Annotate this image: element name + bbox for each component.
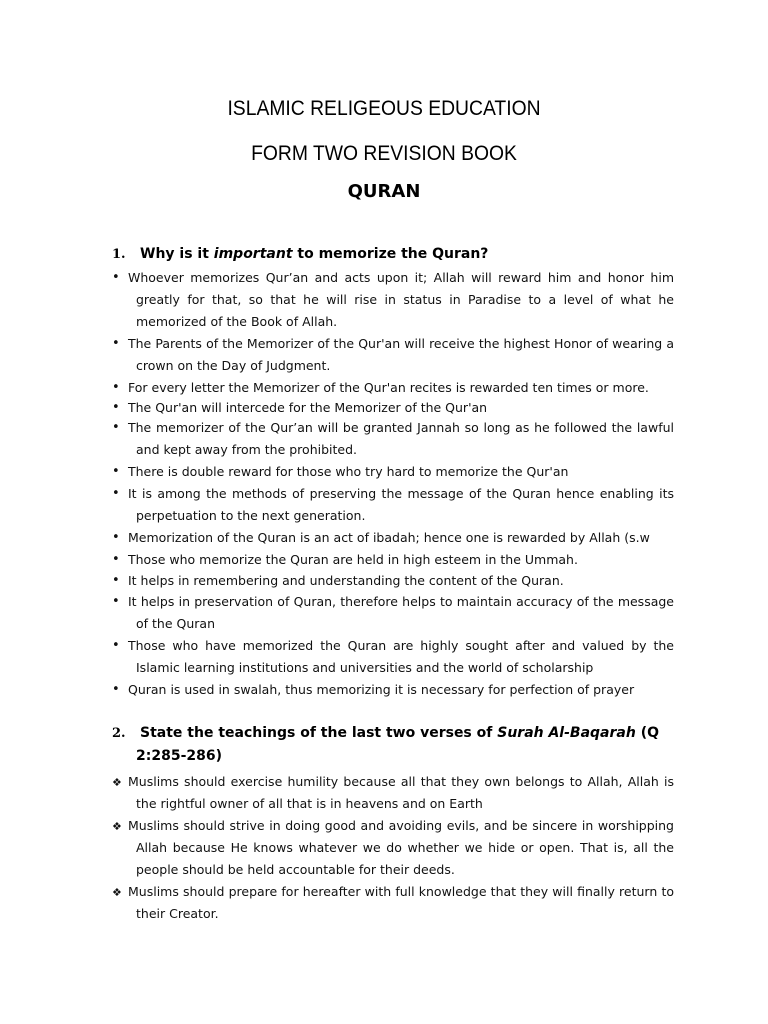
bullet-dot-icon: •	[112, 420, 120, 435]
list-item: • The Qur'an will intercede for the Memorizer of the Qur'an	[112, 400, 488, 415]
list-item: • The memorizer of the Qur’an will be granted Jannah so long as he followed the lawful and kept away from the prohibited.	[112, 417, 674, 461]
bullet-dot-icon: •	[112, 552, 120, 567]
bullet-dot-icon: •	[112, 594, 120, 609]
question-1-answer-list	[112, 267, 674, 701]
bullet-dot-icon: •	[112, 270, 120, 285]
list-item: • Quran is used in swalah, thus memorizing it is necessary for perfection of prayer	[112, 679, 674, 701]
question-2-heading	[112, 722, 678, 767]
bullet-dot-icon: •	[112, 400, 120, 415]
list-item: ❖ Muslims should exercise humility because all that they own belongs to Allah, Allah is the rightful owner of all that is in heavens and on Earth	[112, 774, 674, 811]
list-item: ❖ Muslims should strive in doing good and avoiding evils, and be sincere in worshipping Allah because He knows whatever we do whether we hide or open. That is, all the people should be held accountable for their deeds.	[112, 818, 674, 877]
diamond-bullet-icon: ❖	[112, 886, 122, 899]
bullet-dot-icon: •	[112, 682, 120, 697]
list-item: • The Parents of the Memorizer of the Qur'an will receive the highest Honor of wearing a crown on the Day of Judgment.	[112, 333, 674, 377]
question-1-text-post: to memorize the Quran?	[292, 246, 489, 262]
diamond-bullet-icon: ❖	[112, 776, 122, 789]
list-item: • Whoever memorizes Qur’an and acts upon it; Allah will reward him and honor him greatly for that, so that he will rise in status in Paradise to a level of what he memorized of the Book of Allah.	[112, 267, 674, 333]
bullet-dot-icon: •	[112, 380, 120, 395]
list-item: ❖ Muslims should prepare for hereafter with full knowledge that they will finally return to their Creator.	[112, 884, 674, 921]
list-item: • It helps in remembering and understanding the content of the Quran.	[112, 570, 674, 591]
question-2-number: 2.	[112, 726, 126, 741]
question-2-text-pre: State the teachings of the last two verses of	[140, 725, 498, 741]
list-item: • Those who memorize the Quran are held in high esteem in the Ummah.	[112, 549, 674, 570]
list-item: • It is among the methods of preserving the message of the Quran hence enabling its perpetuation to the next generation.	[112, 483, 674, 527]
bullet-dot-icon: •	[112, 573, 120, 588]
question-2-answer-list	[112, 771, 674, 925]
document-title: ISLAMIC RELIGEOUS EDUCATION	[227, 97, 541, 120]
question-1-text-emphasis: important	[213, 246, 293, 262]
list-item: • It helps in preservation of Quran, therefore helps to maintain accuracy of the message of the Quran	[112, 591, 674, 635]
bullet-dot-icon: •	[112, 486, 120, 501]
list-item: • For every letter the Memorizer of the Qur'an recites is rewarded ten times or more.	[112, 377, 674, 399]
question-1-text-pre: Why is it	[140, 246, 214, 262]
question-2-text-post: (Q	[635, 725, 660, 741]
section-title: QURAN	[347, 181, 421, 202]
list-item: • There is double reward for those who try hard to memorize the Qur'an	[112, 461, 674, 483]
bullet-dot-icon: •	[112, 530, 120, 545]
list-item: • Memorization of the Quran is an act of ibadah; hence one is rewarded by Allah (s.w	[112, 527, 674, 549]
question-2-text-line2: 2:285-286)	[136, 748, 222, 764]
bullet-dot-icon: •	[112, 336, 120, 351]
question-1-number: 1.	[112, 247, 126, 262]
diamond-bullet-icon: ❖	[112, 820, 122, 833]
question-1-heading	[112, 243, 678, 266]
list-item: • Those who have memorized the Quran are highly sought after and valued by the Islamic learning institutions and universities and the world of scholarship	[112, 635, 674, 679]
question-2-text-emphasis: Surah Al-Baqarah	[497, 725, 636, 741]
bullet-dot-icon: •	[112, 638, 120, 653]
document-subtitle: FORM TWO REVISION BOOK	[251, 142, 517, 165]
bullet-dot-icon: •	[112, 464, 120, 479]
